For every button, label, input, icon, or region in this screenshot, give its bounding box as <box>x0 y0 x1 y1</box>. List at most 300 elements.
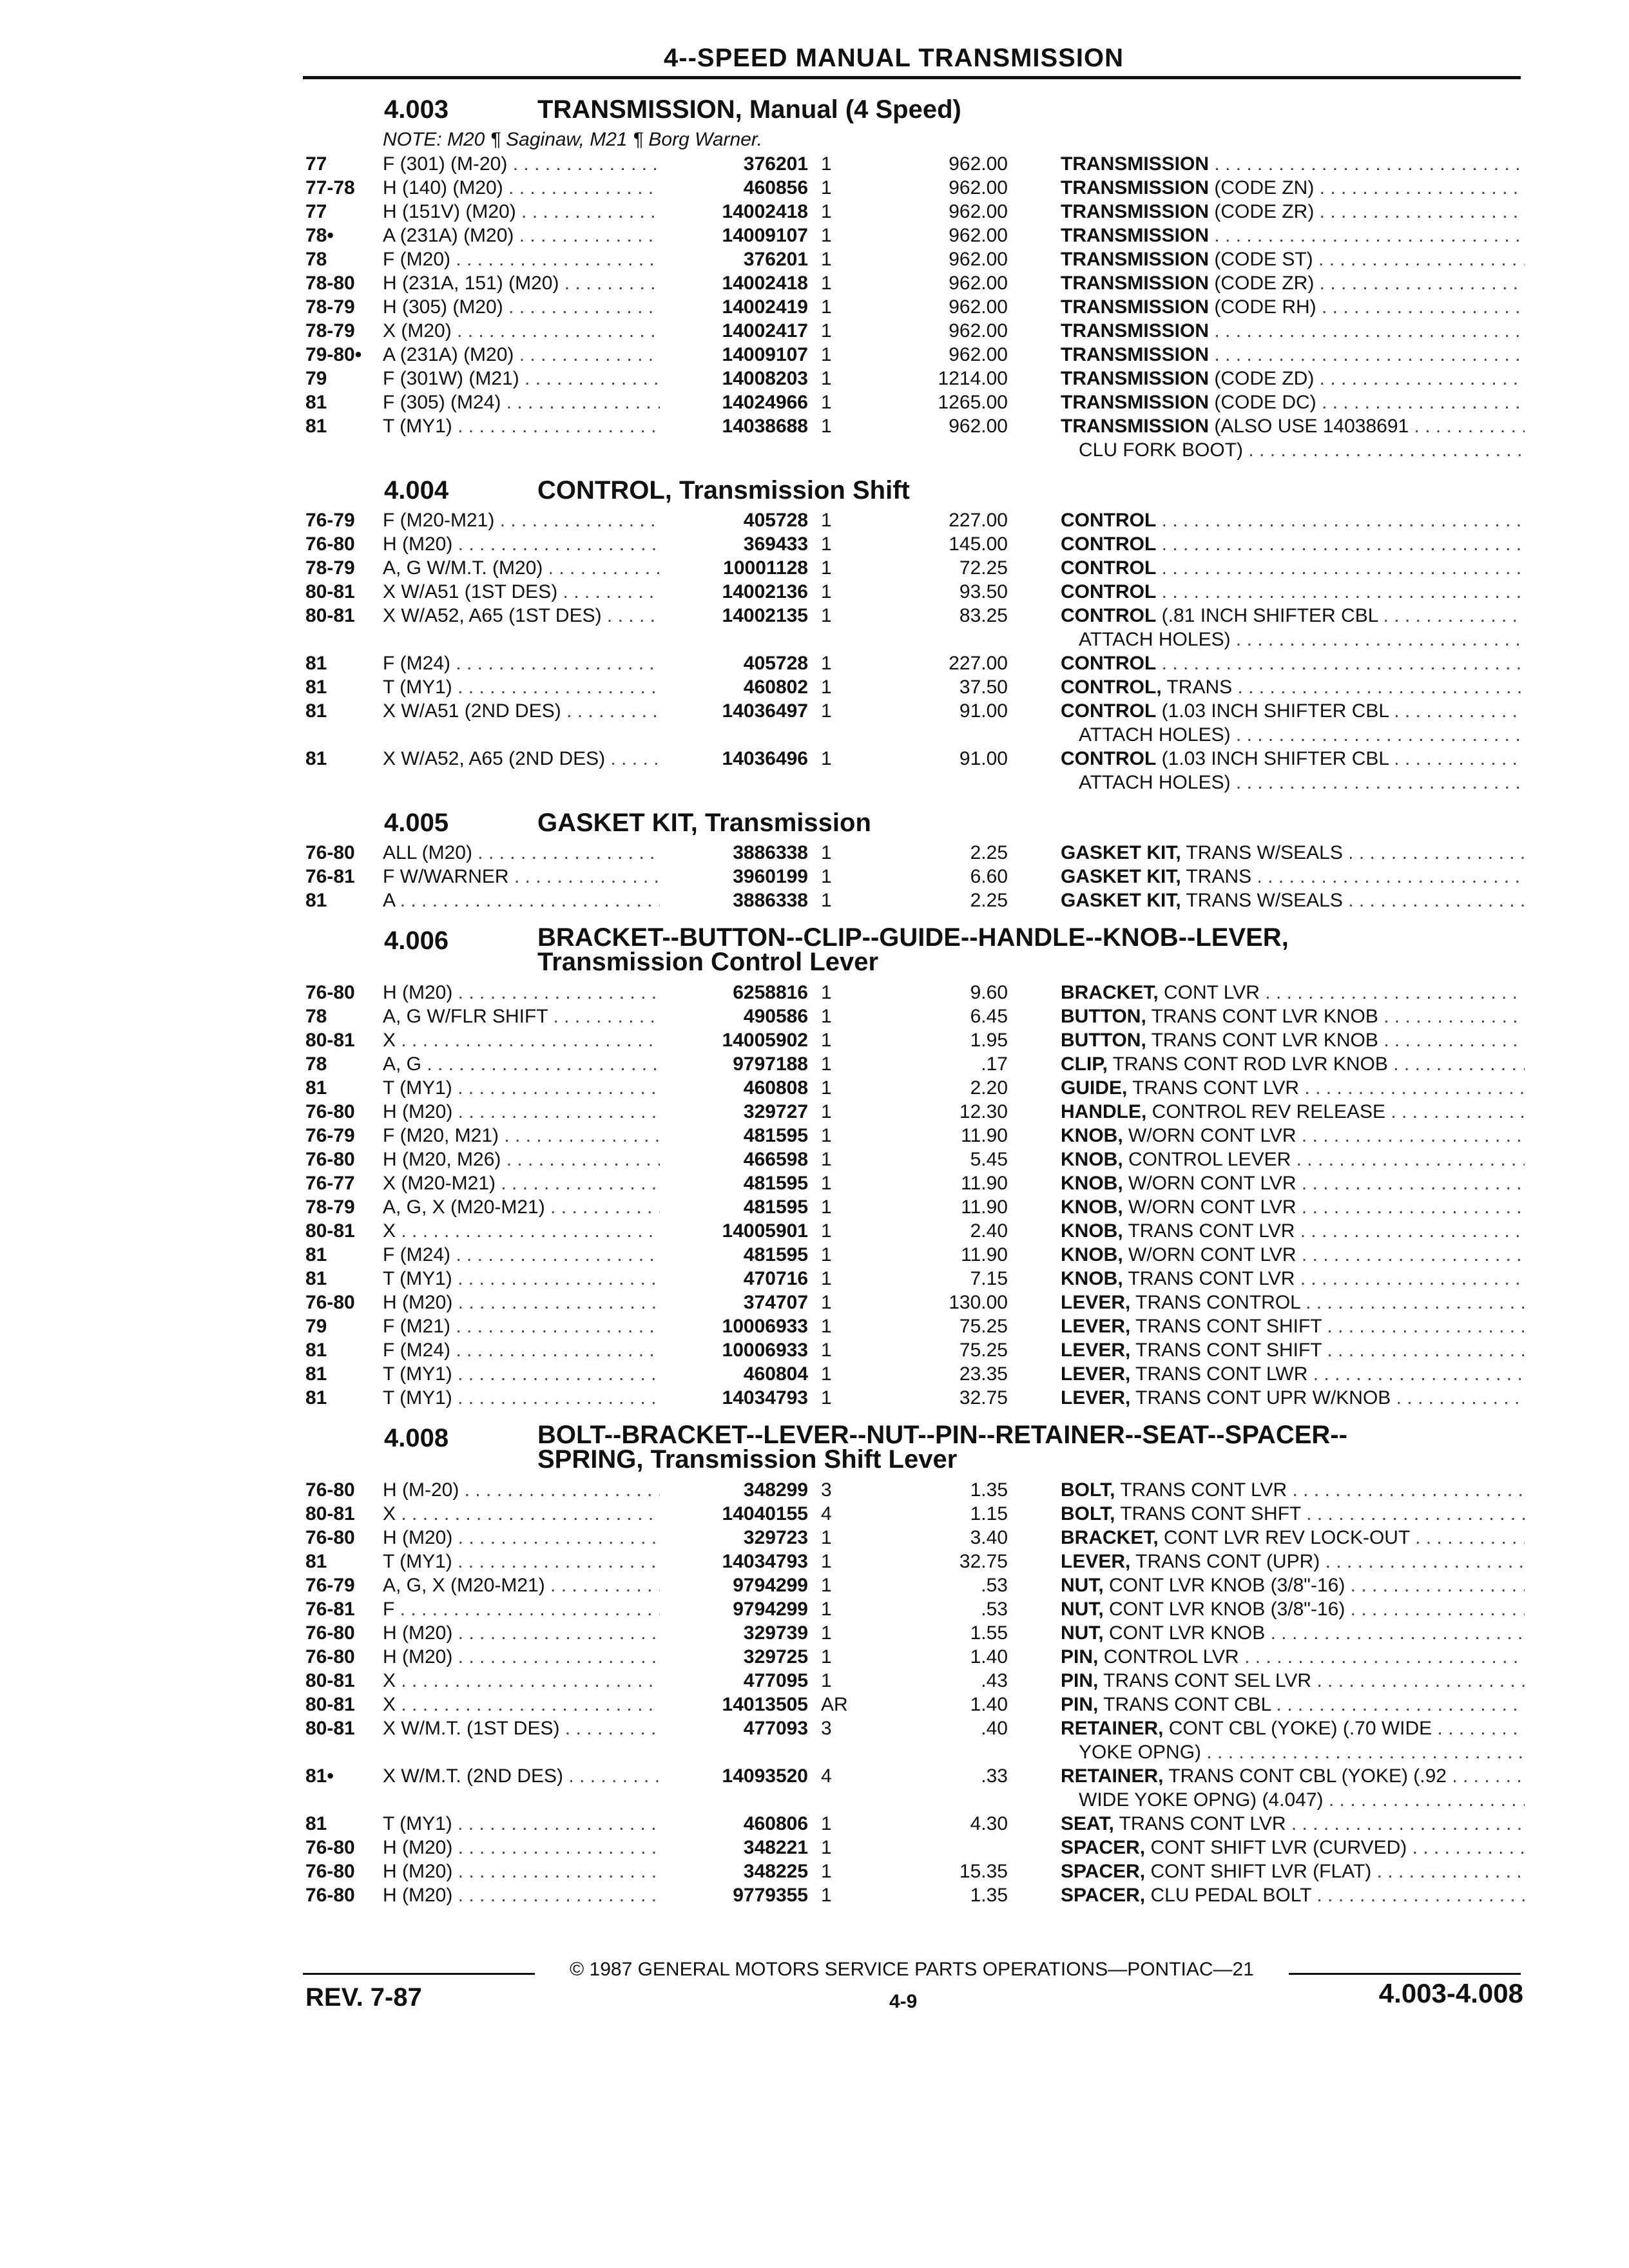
section-number: 4.008 <box>384 1424 449 1452</box>
part-number: 9794299 <box>660 1573 808 1597</box>
description <box>1061 1052 1525 1076</box>
description <box>1061 1243 1525 1267</box>
description <box>1061 1267 1525 1291</box>
price: 9.60 <box>970 982 1008 1003</box>
description-continuation: WIDE YOKE OPNG) (4.047) . . . <box>1061 1788 1525 1812</box>
part-number: 481595 <box>660 1195 808 1219</box>
part-name: PIN, <box>1061 1694 1099 1715</box>
part-number: 3886338 <box>660 841 808 865</box>
application: A, G . . . <box>383 1052 660 1076</box>
section-title <box>537 925 1289 974</box>
part-number: 10001128 <box>660 556 808 580</box>
part-number: 460804 <box>660 1362 808 1386</box>
part-detail: (.81 INCH SHIFTER CBL <box>1156 605 1378 626</box>
part-detail: (CODE ZR) <box>1209 273 1315 294</box>
table-row <box>305 224 1523 247</box>
table-row <box>305 865 1523 889</box>
description-line <box>1061 1268 1525 1289</box>
quantity: 1 <box>821 1646 832 1667</box>
description-line <box>1061 344 1525 365</box>
part-name: TRANSMISSION <box>1061 249 1210 270</box>
quantity: 1 <box>821 1575 832 1596</box>
description <box>1061 1171 1525 1195</box>
application: T (MY1) . . . <box>383 1812 660 1836</box>
part-name: KNOB, <box>1061 1196 1123 1218</box>
part-name: CONTROL <box>1061 748 1157 769</box>
quantity: 1 <box>821 1340 832 1361</box>
description-line <box>1061 1670 1525 1691</box>
application: A (231A) (M20) . . . <box>383 224 660 247</box>
quantity: 1 <box>821 1006 832 1027</box>
quantity: 1 <box>821 1173 832 1194</box>
table-row <box>305 1148 1523 1171</box>
application: X . . . <box>383 1028 660 1052</box>
quantity: 1 <box>821 273 832 294</box>
model-year: 78-79 <box>305 296 355 318</box>
part-name: KNOB, <box>1061 1173 1123 1194</box>
price: 962.00 <box>949 296 1008 318</box>
price: 32.75 <box>959 1387 1008 1408</box>
price: 11.90 <box>961 1244 1008 1265</box>
model-year: 81 <box>305 1813 327 1834</box>
description <box>1061 343 1525 367</box>
quantity: 1 <box>821 1813 832 1834</box>
part-name: CLIP, <box>1061 1053 1108 1075</box>
part-detail: TRANS CONTROL <box>1130 1292 1300 1313</box>
application: H (M-20) . . . <box>383 1478 660 1502</box>
part-name: KNOB, <box>1061 1220 1123 1242</box>
table-row <box>305 1219 1523 1243</box>
price: 3.40 <box>970 1527 1008 1548</box>
section-title-line: CONTROL, Transmission Shift <box>537 476 910 505</box>
model-year: 79 <box>305 368 327 389</box>
part-name: PIN, <box>1061 1670 1099 1691</box>
footer-rule-right <box>1289 1973 1521 1975</box>
price: 2.40 <box>970 1220 1008 1242</box>
price: 11.90 <box>961 1196 1008 1218</box>
application: H (M20) . . . <box>383 1621 660 1645</box>
application: H (M20, M26) . . . <box>383 1148 660 1171</box>
application: T (MY1) . . . <box>383 1076 660 1100</box>
description-line <box>1061 1599 1525 1620</box>
model-year: 78-79 <box>305 557 355 579</box>
part-number: 9794299 <box>660 1597 808 1621</box>
table-row <box>305 532 1523 556</box>
part-detail: CONT LVR <box>1158 982 1260 1003</box>
section-number: 4.004 <box>384 476 449 505</box>
part-name: LEVER, <box>1061 1387 1131 1408</box>
quantity: 1 <box>821 177 832 198</box>
part-detail: CONTROL REV RELEASE <box>1146 1101 1385 1122</box>
price: 12.30 <box>959 1101 1008 1122</box>
part-detail: TRANS W/SEALS <box>1181 890 1343 911</box>
application: A, G W/M.T. (M20) . . . <box>383 556 660 580</box>
section-title <box>537 809 871 838</box>
price: 75.25 <box>959 1340 1008 1361</box>
table-row <box>305 176 1523 200</box>
application: T (MY1) . . . <box>383 1267 660 1291</box>
table-row <box>305 1076 1523 1100</box>
description <box>1061 1860 1525 1883</box>
application: F (M20, M21) . . . <box>383 1124 660 1148</box>
table-row <box>305 1812 1523 1836</box>
part-detail: (1.03 INCH SHIFTER CBL <box>1156 748 1389 769</box>
price: 37.50 <box>959 677 1008 698</box>
section-spacer <box>305 794 1523 803</box>
price: 6.60 <box>970 866 1008 887</box>
table-row <box>305 1860 1523 1883</box>
part-number: 14002418 <box>660 271 808 295</box>
model-year: 76-80 <box>305 982 355 1003</box>
application: H (M20) . . . <box>383 1860 660 1883</box>
table-row <box>305 889 1523 912</box>
part-number: 376201 <box>660 152 808 176</box>
description <box>1061 532 1525 556</box>
quantity: 4 <box>821 1503 832 1524</box>
description-line <box>1061 1861 1525 1882</box>
application: F (301) (M-20) . . . <box>383 152 660 176</box>
part-number: 9779355 <box>660 1883 808 1907</box>
price: 130.00 <box>949 1292 1008 1313</box>
part-detail: TRANS CONT SHFT <box>1115 1503 1301 1524</box>
model-year: 81 <box>305 1551 327 1572</box>
part-detail: TRANS CONT LWR <box>1130 1363 1308 1385</box>
model-year: 76-80 <box>305 1292 355 1313</box>
price: 91.00 <box>959 748 1008 769</box>
table-row <box>305 152 1523 176</box>
table-row <box>305 1386 1523 1410</box>
copyright-text: © 1987 GENERAL MOTORS SERVICE PARTS OPERATIONS—PONTIAC—21 <box>570 1959 1254 1980</box>
quantity: 1 <box>821 1861 832 1882</box>
description <box>1061 1362 1525 1386</box>
price: 2.25 <box>970 890 1008 911</box>
price: 2.25 <box>970 842 1008 863</box>
section-heading <box>305 471 1523 508</box>
part-number: 376201 <box>660 247 808 271</box>
model-year: 81 <box>305 1244 327 1265</box>
part-number: 329727 <box>660 1100 808 1124</box>
description <box>1061 699 1525 747</box>
description-line <box>1061 842 1525 863</box>
description-line <box>1061 1622 1525 1644</box>
description-line <box>1061 1363 1525 1385</box>
table-row <box>305 1100 1523 1124</box>
description-continuation: YOKE OPNG) . . . <box>1061 1740 1525 1764</box>
price: 11.90 <box>961 1125 1008 1146</box>
quantity: 1 <box>821 1220 832 1242</box>
price: 227.00 <box>949 510 1008 531</box>
part-detail: TRANS CONT CBL (YOKE) (.92 <box>1163 1765 1447 1787</box>
description-line <box>1061 177 1525 198</box>
part-number: 477095 <box>660 1669 808 1693</box>
application: X W/M.T. (2ND DES) . . . <box>383 1764 660 1788</box>
price: 11.90 <box>961 1173 1008 1194</box>
quantity: 1 <box>821 748 832 769</box>
part-detail: TRANS <box>1181 866 1252 887</box>
table-row <box>305 981 1523 1004</box>
quantity: 1 <box>821 296 832 318</box>
part-name: CONTROL <box>1061 533 1157 555</box>
part-detail: TRANS CONT LVR KNOB <box>1146 1006 1378 1027</box>
part-name: GASKET KIT, <box>1061 890 1181 911</box>
part-number: 460856 <box>660 176 808 200</box>
price: 962.00 <box>949 249 1008 270</box>
part-name: TRANSMISSION <box>1061 320 1210 341</box>
part-name: KNOB, <box>1061 1244 1123 1265</box>
application: H (M20) . . . <box>383 1883 660 1907</box>
quantity: 1 <box>821 1196 832 1218</box>
description <box>1061 1028 1525 1052</box>
description-line <box>1061 1292 1525 1313</box>
model-year: 76-80 <box>305 842 355 863</box>
part-detail: CONT SHIFT LVR (FLAT) <box>1145 1861 1372 1882</box>
price: .33 <box>981 1765 1008 1787</box>
application: H (M20) . . . <box>383 981 660 1004</box>
table-row <box>305 1836 1523 1860</box>
description-line <box>1061 1527 1525 1548</box>
table-row <box>305 1597 1523 1621</box>
model-year: 77 <box>305 153 327 175</box>
table-row <box>305 414 1523 462</box>
part-name: KNOB, <box>1061 1149 1123 1170</box>
quantity: 1 <box>821 201 832 222</box>
table-row <box>305 390 1523 414</box>
part-name: BRACKET, <box>1061 982 1159 1003</box>
price: .17 <box>981 1053 1008 1075</box>
model-year: 81 <box>305 700 327 722</box>
table-row <box>305 1573 1523 1597</box>
quantity: 1 <box>821 1244 832 1265</box>
part-detail: TRANS CONT (UPR) <box>1130 1551 1320 1572</box>
part-detail: TRANS CONT SHIFT <box>1130 1340 1322 1361</box>
price: 15.35 <box>959 1861 1008 1882</box>
description <box>1061 1597 1525 1621</box>
part-number: 329739 <box>660 1621 808 1645</box>
description <box>1061 651 1525 675</box>
quantity: 1 <box>821 581 832 602</box>
table-row <box>305 1550 1523 1573</box>
application: T (MY1) . . . <box>383 675 660 699</box>
quantity: 1 <box>821 1268 832 1289</box>
description <box>1061 1004 1525 1028</box>
price: 962.00 <box>949 201 1008 222</box>
application: H (M20) . . . <box>383 1645 660 1669</box>
application: X . . . <box>383 1669 660 1693</box>
part-detail: CONT LVR KNOB (3/8"-16) <box>1103 1599 1345 1620</box>
table-row <box>305 1621 1523 1645</box>
description-line <box>1061 653 1525 674</box>
description <box>1061 1291 1525 1314</box>
quantity: 1 <box>821 1053 832 1075</box>
application: A, G, X (M20-M21) . . . <box>383 1195 660 1219</box>
price: 2.20 <box>970 1077 1008 1099</box>
price: 83.25 <box>959 605 1008 626</box>
part-number: 374707 <box>660 1291 808 1314</box>
price: 72.25 <box>959 557 1008 579</box>
part-detail: (CODE ST) <box>1209 249 1313 270</box>
price: 962.00 <box>949 177 1008 198</box>
price: 145.00 <box>949 533 1008 555</box>
description <box>1061 1124 1525 1148</box>
description-line <box>1061 1551 1525 1572</box>
part-name: LEVER, <box>1061 1340 1131 1361</box>
description-line <box>1061 153 1525 175</box>
table-row <box>305 675 1523 699</box>
table-row <box>305 1267 1523 1291</box>
section-title-line: SPRING, Transmission Shift Lever <box>537 1445 958 1474</box>
description <box>1061 508 1525 532</box>
model-year: 76-80 <box>305 1479 355 1501</box>
quantity: 1 <box>821 982 832 1003</box>
model-year: 79-80• <box>305 344 362 365</box>
part-detail: TRANS CONT LVR <box>1115 1479 1287 1501</box>
section-title-line: GASKET KIT, Transmission <box>537 809 871 837</box>
quantity: AR <box>821 1694 848 1715</box>
description-line <box>1061 1837 1525 1858</box>
quantity: 1 <box>821 533 832 555</box>
table-row <box>305 1004 1523 1028</box>
quantity: 1 <box>821 653 832 674</box>
quantity: 1 <box>821 1030 832 1051</box>
quantity: 1 <box>821 677 832 698</box>
model-year: 76-80 <box>305 1861 355 1882</box>
quantity: 1 <box>821 225 832 246</box>
description-line <box>1061 1387 1525 1408</box>
price: 1.95 <box>970 1030 1008 1051</box>
part-name: GUIDE, <box>1061 1077 1128 1099</box>
model-year: 76-80 <box>305 1837 355 1858</box>
table-row <box>305 1243 1523 1267</box>
model-year: 77 <box>305 201 327 222</box>
description-line <box>1061 1765 1525 1787</box>
part-detail: CONT LVR REV LOCK-OUT <box>1158 1527 1410 1548</box>
price: 6.45 <box>970 1006 1008 1027</box>
table-row <box>305 319 1523 343</box>
model-year: 81 <box>305 1363 327 1385</box>
description-continuation: ATTACH HOLES) . . . <box>1061 628 1525 651</box>
application: F (305) (M24) . . . <box>383 390 660 414</box>
part-number: 14034793 <box>660 1550 808 1573</box>
part-number: 14040155 <box>660 1502 808 1526</box>
table-row <box>305 295 1523 319</box>
description-continuation: CLU FORK BOOT) . . . <box>1061 438 1525 462</box>
description <box>1061 841 1525 865</box>
quantity: 1 <box>821 1885 832 1906</box>
application: T (MY1) . . . <box>383 1550 660 1573</box>
description-line <box>1061 1173 1525 1194</box>
price: .53 <box>981 1599 1008 1620</box>
part-name: TRANSMISSION <box>1061 153 1210 175</box>
section-title-line: TRANSMISSION, Manual (4 Speed) <box>537 95 961 124</box>
part-name: BRACKET, <box>1061 1527 1159 1548</box>
application: H (M20) . . . <box>383 1100 660 1124</box>
table-row <box>305 1314 1523 1338</box>
quantity: 1 <box>821 890 832 911</box>
model-year: 81 <box>305 1077 327 1099</box>
model-year: 80-81 <box>305 1718 355 1739</box>
description <box>1061 271 1525 295</box>
part-detail: CONT LVR KNOB <box>1103 1622 1266 1644</box>
quantity: 1 <box>821 1077 832 1099</box>
section-title <box>537 476 910 505</box>
description <box>1061 1621 1525 1645</box>
application: H (M20) . . . <box>383 1526 660 1550</box>
part-number: 460802 <box>660 675 808 699</box>
part-name: NUT, <box>1061 1622 1104 1644</box>
description-line <box>1061 368 1525 389</box>
table-row <box>305 1883 1523 1907</box>
description <box>1061 1836 1525 1860</box>
model-year: 78-79 <box>305 1196 355 1218</box>
part-name: CONTROL <box>1061 557 1157 579</box>
price: 1.40 <box>970 1694 1008 1715</box>
quantity: 1 <box>821 416 832 437</box>
part-number: 14036497 <box>660 699 808 723</box>
part-number: 14034793 <box>660 1386 808 1410</box>
application: F (301W) (M21) . . . <box>383 367 660 390</box>
price: 1.55 <box>970 1622 1008 1644</box>
section-number: 4.003 <box>384 95 449 124</box>
description-line <box>1061 677 1525 698</box>
quantity: 3 <box>821 1479 832 1501</box>
table-row <box>305 200 1523 224</box>
part-detail: TRANS CONT LVR <box>1113 1813 1286 1834</box>
description <box>1061 1195 1525 1219</box>
description-line <box>1061 225 1525 246</box>
description <box>1061 1764 1525 1812</box>
quantity: 1 <box>821 1316 832 1337</box>
price: 4.30 <box>970 1813 1008 1834</box>
application: T (MY1) . . . <box>383 1362 660 1386</box>
model-year: 76-79 <box>305 1575 355 1596</box>
quantity: 1 <box>821 249 832 270</box>
table-row <box>305 604 1523 651</box>
description <box>1061 224 1525 247</box>
price: 1.35 <box>970 1479 1008 1501</box>
application: H (140) (M20) . . . <box>383 176 660 200</box>
part-number: 329723 <box>660 1526 808 1550</box>
description-continuation: ATTACH HOLES) . . . <box>1061 771 1525 794</box>
part-name: BUTTON, <box>1061 1030 1146 1051</box>
part-name: BOLT, <box>1061 1479 1115 1501</box>
section-note: NOTE: M20 ¶ Saginaw, M21 ¶ Borg Warner. <box>383 129 763 150</box>
description <box>1061 865 1525 889</box>
part-name: TRANSMISSION <box>1061 177 1210 198</box>
part-number: 481595 <box>660 1171 808 1195</box>
quantity: 1 <box>821 1363 832 1385</box>
price: 227.00 <box>949 653 1008 674</box>
application: X . . . <box>383 1693 660 1716</box>
table-row <box>305 1052 1523 1076</box>
application: X W/M.T. (1ST DES) . . . <box>383 1716 660 1740</box>
description <box>1061 152 1525 176</box>
part-detail: W/ORN CONT LVR <box>1123 1196 1296 1218</box>
part-number: 14002135 <box>660 604 808 628</box>
part-detail: TRANS <box>1161 677 1233 698</box>
application: X W/A51 (2ND DES) . . . <box>383 699 660 723</box>
part-number: 14038688 <box>660 414 808 438</box>
section-spacer <box>305 462 1523 471</box>
description-line <box>1061 1077 1525 1099</box>
part-name: SEAT, <box>1061 1813 1114 1834</box>
description-line <box>1061 1006 1525 1027</box>
part-detail: TRANS CONT UPR W/KNOB <box>1130 1387 1391 1408</box>
description-line <box>1061 605 1525 626</box>
part-detail: TRANS CONT SEL LVR <box>1098 1670 1312 1691</box>
application: H (M20) . . . <box>383 1836 660 1860</box>
part-name: LEVER, <box>1061 1292 1131 1313</box>
description <box>1061 1076 1525 1100</box>
